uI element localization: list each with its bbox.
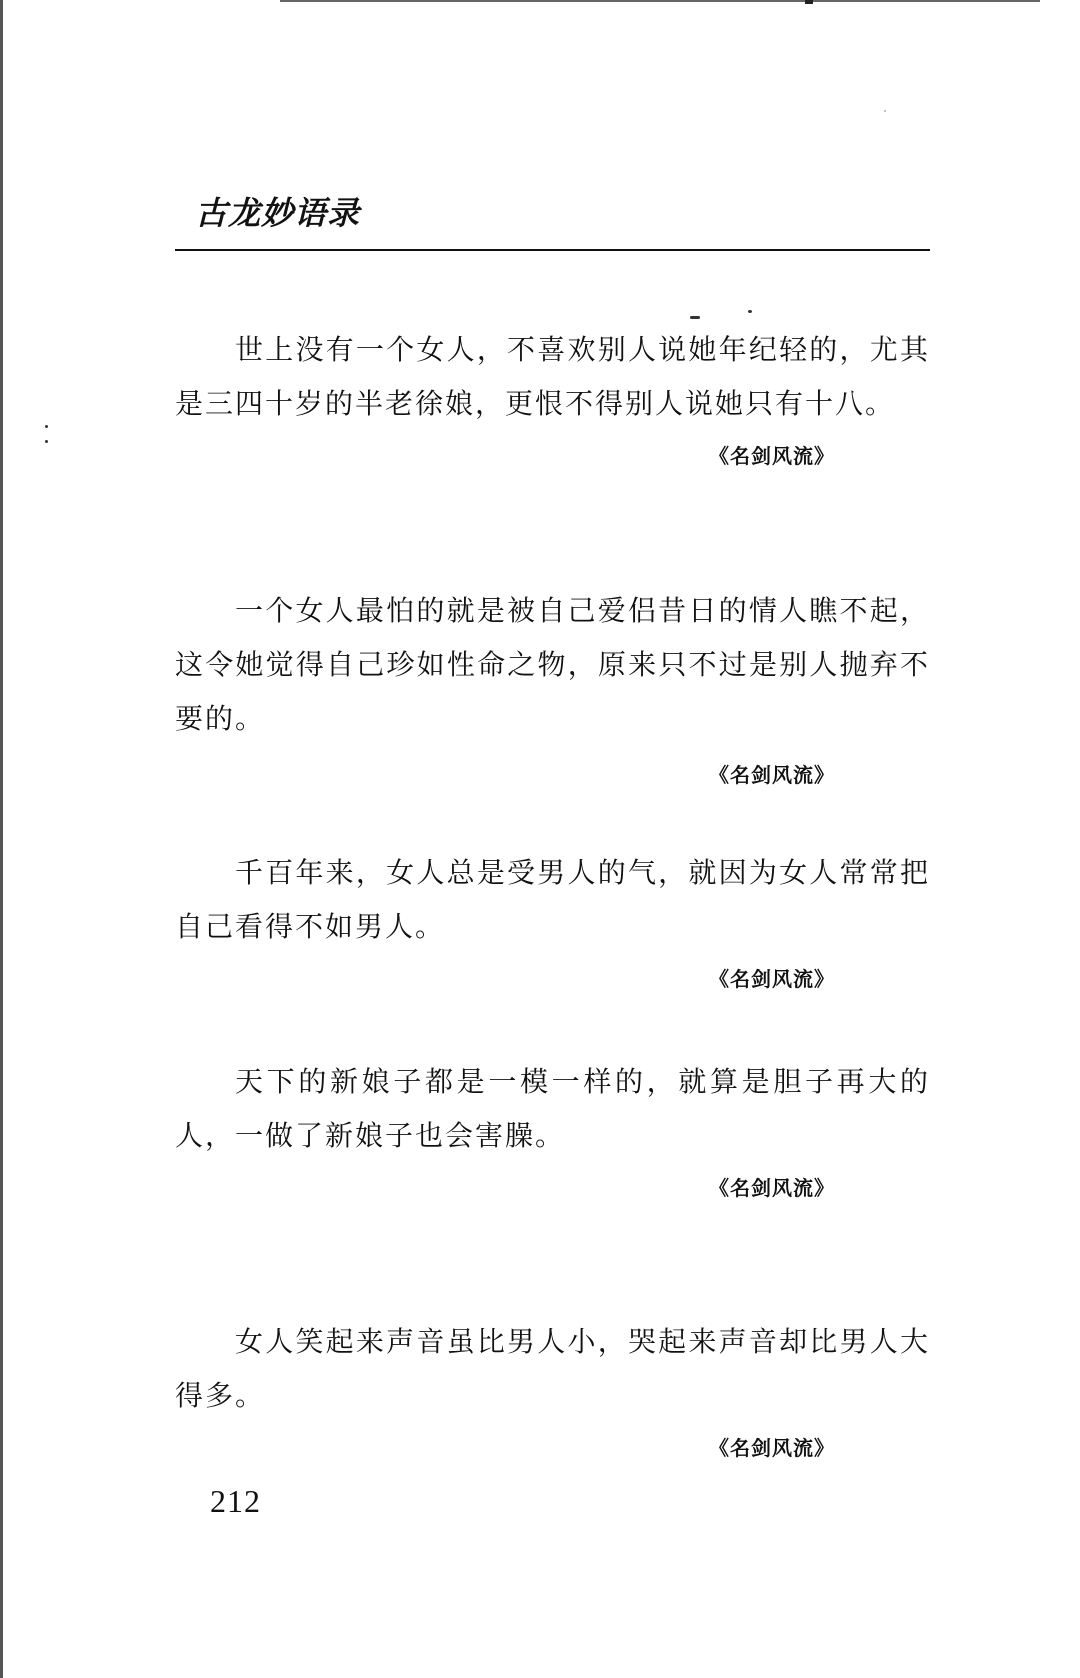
quote-source: 《名剑风流》	[709, 1436, 835, 1460]
page-number: 212	[210, 1483, 261, 1519]
quote-source: 《名剑风流》	[709, 763, 835, 787]
quote-source: 《名剑风流》	[709, 444, 835, 468]
header-title: 古龙妙语录	[195, 194, 361, 232]
quote-entry-2	[175, 584, 930, 787]
scan-top-line	[280, 0, 1040, 2]
scan-speck	[45, 425, 48, 428]
scan-speck	[690, 316, 700, 319]
header-rule	[175, 249, 930, 251]
quote-text: 天下的新娘子都是一模一样的，就算是胆子再大的人，一做了新娘子也会害臊。	[175, 1065, 930, 1152]
running-head	[175, 193, 935, 233]
scan-speck	[45, 440, 48, 443]
quote-text: 世上没有一个女人，不喜欢别人说她年纪轻的，尤其是三四十岁的半老徐娘，更恨不得别人说她只有十八。	[175, 333, 930, 420]
quote-text: 千百年来，女人总是受男人的气，就因为女人常常把自己看得不如男人。	[175, 856, 930, 943]
page-left-edge	[0, 0, 3, 1678]
quote-entry-5	[175, 1315, 930, 1460]
scan-speck	[748, 310, 752, 313]
scan-speck	[884, 110, 886, 112]
quote-entry-4	[175, 1055, 930, 1200]
quote-entry-1	[175, 323, 930, 468]
quote-source: 《名剑风流》	[709, 967, 835, 991]
scan-top-mark	[805, 0, 813, 4]
quote-text: 一个女人最怕的就是被自己爱侣昔日的情人瞧不起，这令她觉得自己珍如性命之物，原来只不过是别人抛弃不要的。	[175, 594, 930, 735]
quote-entry-3	[175, 846, 930, 991]
quote-source: 《名剑风流》	[709, 1176, 835, 1200]
quote-text: 女人笑起来声音虽比男人小，哭起来声音却比男人大得多。	[175, 1325, 930, 1412]
